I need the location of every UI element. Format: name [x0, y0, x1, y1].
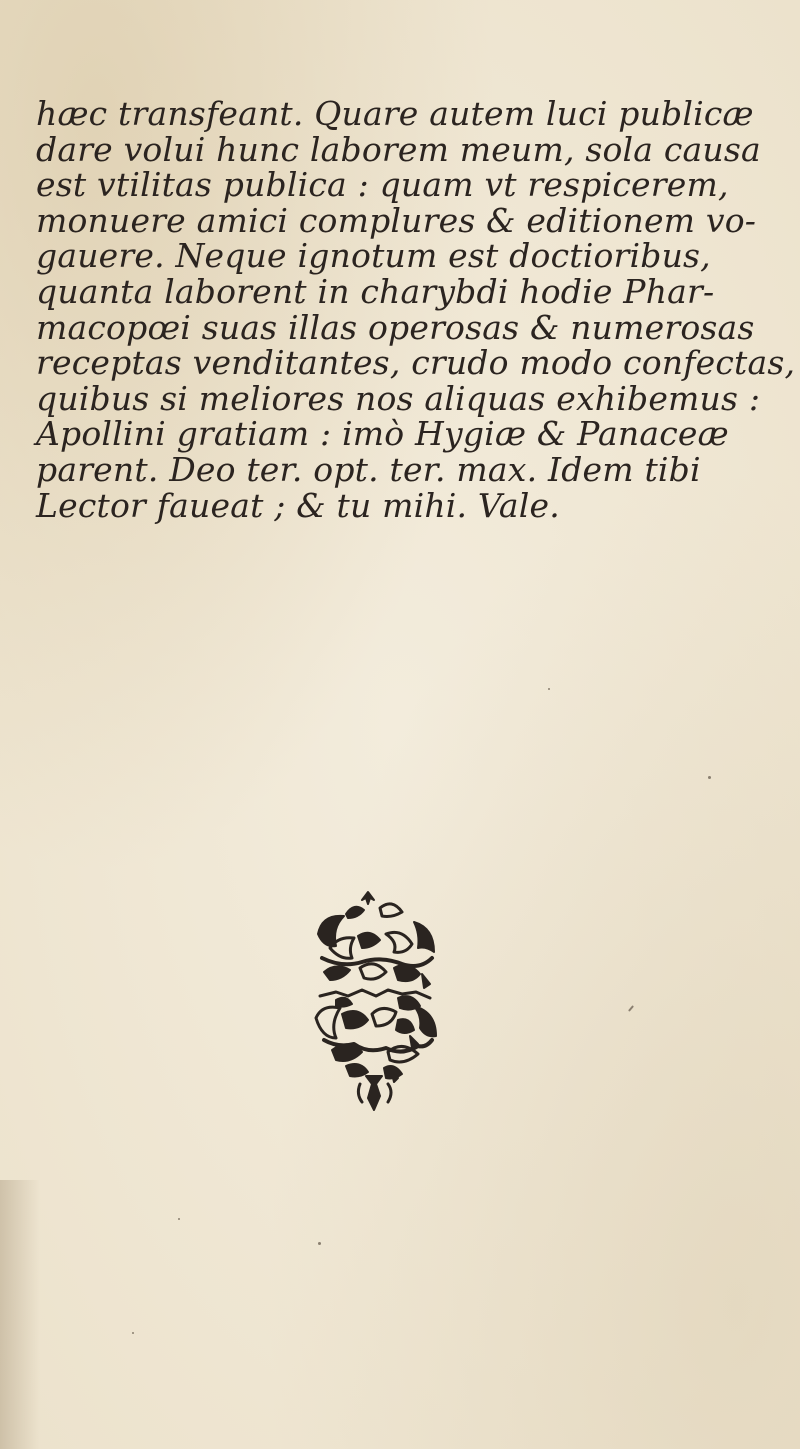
text-line: Lector faueat ; & tu mihi. Vale. — [36, 485, 560, 525]
paper-speck — [318, 1242, 321, 1245]
text-line: quibus si meliores nos aliquas exhibemus : — [36, 378, 761, 418]
text-line: dare volui hunc laborem meum, sola causa — [36, 129, 761, 169]
text-line: quanta laborent in charybdi hodie Phar- — [36, 271, 715, 311]
text-line: parent. Deo ter. opt. ter. max. Idem tibi — [36, 449, 701, 489]
text-line: gauere. Neque ignotum est doctioribus, — [36, 236, 711, 276]
paper-speck — [178, 1218, 180, 1220]
text-line: Apollini gratiam : imò Hygiæ & Panaceæ — [36, 414, 729, 454]
printers-ornament-icon — [302, 888, 452, 1118]
paper-speck — [708, 776, 711, 779]
page-edge-shadow — [0, 1180, 40, 1449]
text-line: monuere amici complures & editionem vo- — [36, 200, 757, 240]
text-line: macopœi suas illas operosas & numerosas — [36, 307, 755, 347]
text-line: receptas venditantes, crudo modo confectas, — [36, 343, 796, 383]
paper-speck — [132, 1332, 134, 1334]
paper-speck — [628, 1005, 634, 1012]
paper-speck — [548, 688, 550, 690]
latin-text-block — [36, 94, 796, 525]
text-line: hæc transfeant. Quare autem luci publicæ — [36, 94, 754, 133]
text-line: est vtilitas publica : quam vt respicerem, — [36, 165, 729, 205]
